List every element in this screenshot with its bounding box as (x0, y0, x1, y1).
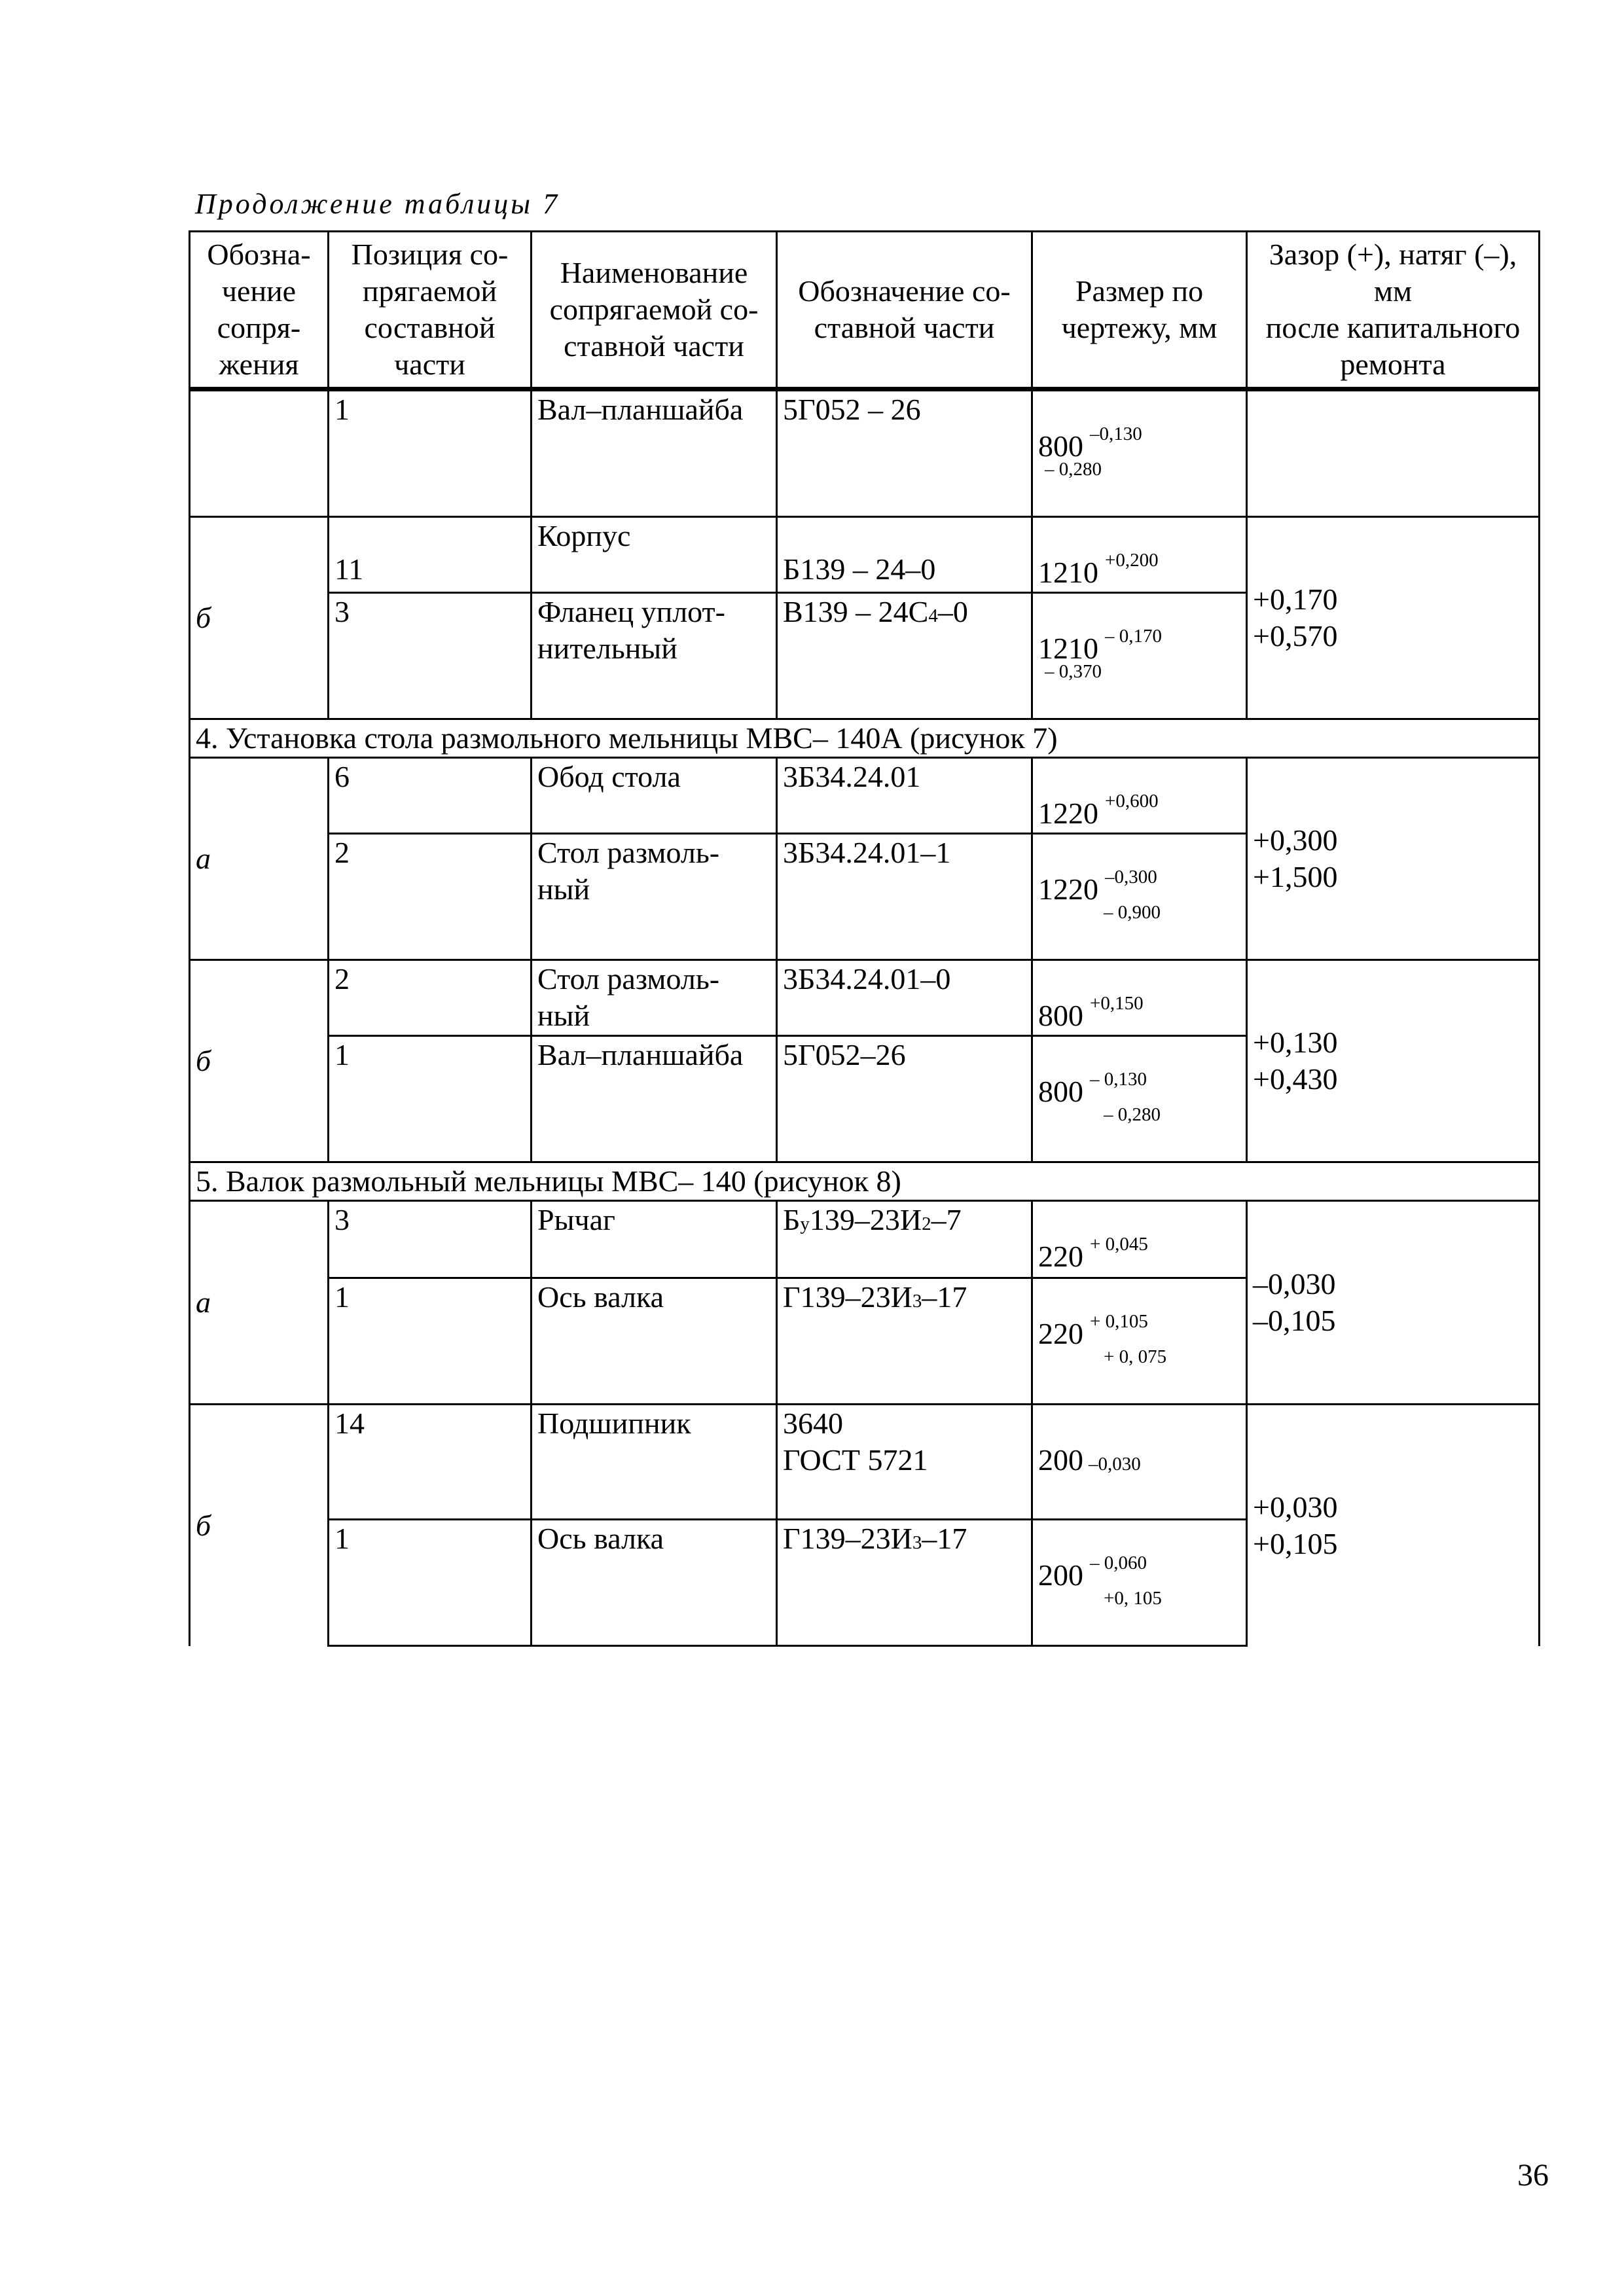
size-nominal: 200 (1038, 1558, 1083, 1592)
designation-text: –17 (922, 1280, 967, 1314)
designation-text: –7 (931, 1203, 962, 1236)
size-nominal: 1210 (1038, 556, 1098, 589)
designation-cell: 5Г052 – 26 (777, 389, 1032, 517)
size-lower-deviation: –0,030 (1089, 1454, 1141, 1475)
gap-cell: –0,030 –0,105 (1247, 1201, 1540, 1405)
designation-text: –0 (937, 595, 968, 628)
page-number: 36 (1517, 2158, 1549, 2193)
header-position: Позиция со- прягаемой составной части (329, 232, 532, 389)
size-upper-deviation: –0,300 (1105, 867, 1157, 888)
gap-cell: +0,030 +0,105 (1247, 1405, 1540, 1646)
position-cell: 3 (329, 1201, 532, 1278)
header-size: Размер по чертежу, мм (1032, 232, 1247, 389)
name-cell: Подшипник (532, 1405, 777, 1520)
name-cell: Ось валка (532, 1520, 777, 1646)
designation-text: Б (783, 1203, 801, 1236)
size-cell (1032, 1405, 1247, 1520)
size-cell (1032, 517, 1247, 593)
size-upper-deviation: + 0,045 (1090, 1234, 1148, 1255)
position-cell: 11 (329, 517, 532, 593)
designation-cell: 5Г052–26 (777, 1036, 1032, 1162)
name-cell: Стол размоль- ный (532, 834, 777, 960)
designation-text: 139–23И (809, 1203, 922, 1236)
position-cell: 1 (329, 1278, 532, 1405)
table-header-row (190, 232, 1540, 389)
mate-cell: б (190, 1405, 329, 1646)
size-upper-deviation: + 0,105 (1090, 1311, 1148, 1332)
table-caption: Продолжение таблицы 7 (195, 188, 560, 220)
header-designation: Обозначение со- ставной части (777, 232, 1032, 389)
header-gap: Зазор (+), натяг (–), мм после капитального ремонта (1247, 232, 1540, 389)
name-cell: Обод стола (532, 758, 777, 834)
position-cell: 1 (329, 389, 532, 517)
size-nominal: 800 (1038, 999, 1083, 1032)
size-nominal: 800 (1038, 1075, 1083, 1108)
designation-cell (777, 593, 1032, 719)
size-upper-deviation: – 0,170 (1105, 626, 1162, 647)
table-row (190, 1405, 1540, 1520)
gap-cell: +0,130 +0,430 (1247, 960, 1540, 1162)
size-cell (1032, 758, 1247, 834)
size-cell (1032, 1520, 1247, 1646)
table-row (190, 960, 1540, 1036)
size-nominal: 800 (1038, 429, 1083, 463)
gap-cell (1247, 389, 1540, 517)
section-title: 4. Установка стола размольного мельницы МВС– 140А (рисунок 7) (190, 719, 1540, 758)
designation-subscript: 3 (912, 1532, 922, 1553)
name-cell: Вал–планшайба (532, 389, 777, 517)
size-nominal: 1210 (1038, 632, 1098, 665)
position-cell: 1 (329, 1036, 532, 1162)
size-nominal: 200 (1038, 1443, 1083, 1477)
size-upper-deviation: – 0,130 (1090, 1069, 1147, 1090)
name-cell: Стол размоль- ный (532, 960, 777, 1036)
size-cell (1032, 1036, 1247, 1162)
position-cell: 2 (329, 960, 532, 1036)
size-lower-deviation: – 0,900 (1104, 902, 1161, 923)
size-upper-deviation: +0,150 (1090, 993, 1144, 1014)
designation-cell: 3640 ГОСТ 5721 (777, 1405, 1032, 1520)
designation-text: В139 – 24С (783, 595, 929, 628)
section-row (190, 1162, 1540, 1201)
section-title: 5. Валок размольный мельницы МВС– 140 (рисунок 8) (190, 1162, 1540, 1201)
table-row (190, 1201, 1540, 1278)
gap-cell: +0,170 +0,570 (1247, 517, 1540, 719)
size-cell (1032, 389, 1247, 517)
designation-cell: 3Б34.24.01 (777, 758, 1032, 834)
size-lower-deviation: – 0,370 (1045, 661, 1102, 682)
size-nominal: 1220 (1038, 872, 1098, 906)
header-mate: Обозна- чение сопря- жения (190, 232, 329, 389)
position-cell: 2 (329, 834, 532, 960)
mating-parts-table (189, 230, 1540, 1647)
size-upper-deviation: +0,600 (1105, 791, 1159, 812)
name-cell: Ось валка (532, 1278, 777, 1405)
mate-cell: а (190, 758, 329, 960)
size-lower-deviation: – 0,280 (1104, 1104, 1161, 1125)
size-nominal: 1220 (1038, 797, 1098, 830)
position-cell: 1 (329, 1520, 532, 1646)
size-upper-deviation: –0,130 (1090, 423, 1142, 444)
size-lower-deviation: – 0,280 (1045, 459, 1102, 480)
size-nominal: 220 (1038, 1317, 1083, 1350)
mate-cell: а (190, 1201, 329, 1405)
position-cell: 14 (329, 1405, 532, 1520)
table-row (190, 389, 1540, 517)
designation-subscript: 2 (922, 1213, 931, 1234)
table-row (190, 517, 1540, 593)
size-upper-deviation: +0,200 (1105, 550, 1159, 571)
size-upper-deviation: – 0,060 (1090, 1552, 1147, 1573)
size-cell (1032, 960, 1247, 1036)
size-nominal: 220 (1038, 1240, 1083, 1273)
size-lower-deviation: + 0, 075 (1104, 1346, 1167, 1367)
designation-cell (777, 1278, 1032, 1405)
name-cell: Корпус (532, 517, 777, 593)
size-cell (1032, 1201, 1247, 1278)
designation-subscript: у (800, 1213, 810, 1234)
designation-cell (777, 1201, 1032, 1278)
name-cell: Вал–планшайба (532, 1036, 777, 1162)
header-name: Наименование сопрягаемой со- ставной части (532, 232, 777, 389)
size-cell (1032, 593, 1247, 719)
position-cell: 3 (329, 593, 532, 719)
designation-text: –17 (922, 1522, 967, 1555)
table-row (190, 758, 1540, 834)
designation-cell: Б139 – 24–0 (777, 517, 1032, 593)
designation-cell: 3Б34.24.01–0 (777, 960, 1032, 1036)
designation-cell (777, 1520, 1032, 1646)
section-row (190, 719, 1540, 758)
designation-cell: 3Б34.24.01–1 (777, 834, 1032, 960)
mate-cell: б (190, 517, 329, 719)
designation-subscript: 4 (928, 605, 938, 626)
designation-text: Г139–23И (783, 1522, 912, 1555)
position-cell: 6 (329, 758, 532, 834)
gap-cell: +0,300 +1,500 (1247, 758, 1540, 960)
designation-subscript: 3 (912, 1291, 922, 1312)
size-lower-deviation: +0, 105 (1104, 1588, 1162, 1609)
designation-text: Г139–23И (783, 1280, 912, 1314)
name-cell: Рычаг (532, 1201, 777, 1278)
mate-cell: б (190, 960, 329, 1162)
size-cell (1032, 834, 1247, 960)
size-cell (1032, 1278, 1247, 1405)
name-cell: Фланец уплот- нительный (532, 593, 777, 719)
mate-cell (190, 389, 329, 517)
